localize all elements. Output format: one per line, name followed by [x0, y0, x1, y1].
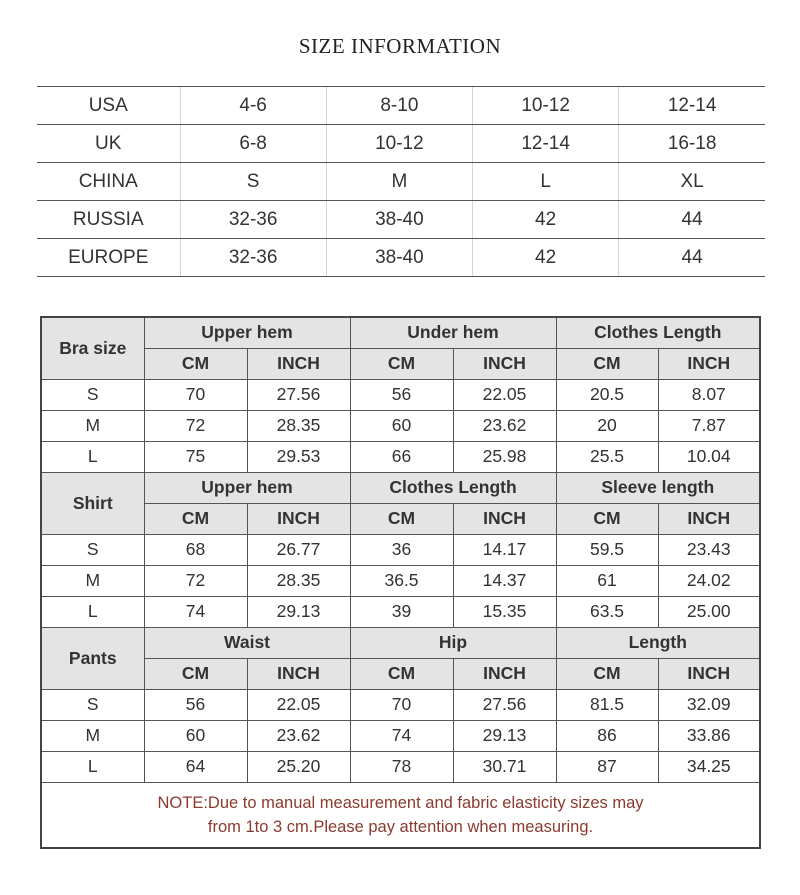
category-label: Pants [41, 627, 144, 689]
unit-cm-header: CM [350, 348, 453, 379]
value-cell: 14.17 [453, 534, 556, 565]
size-conversion-table [37, 86, 765, 277]
value-cell: 28.35 [247, 565, 350, 596]
size-cell: 42 [473, 239, 619, 277]
size-label: S [41, 379, 144, 410]
unit-inch-header: INCH [453, 348, 556, 379]
value-cell: 78 [350, 751, 453, 782]
value-cell: 59.5 [556, 534, 658, 565]
value-cell: 60 [144, 720, 247, 751]
region-label: RUSSIA [37, 201, 180, 239]
table-row [41, 410, 760, 441]
value-cell: 15.35 [453, 596, 556, 627]
value-cell: 26.77 [247, 534, 350, 565]
measure-group-header: Sleeve length [556, 472, 760, 503]
value-cell: 7.87 [658, 410, 760, 441]
value-cell: 22.05 [453, 379, 556, 410]
unit-cm-header: CM [556, 348, 658, 379]
region-label: CHINA [37, 163, 180, 201]
measure-group-header: Clothes Length [556, 317, 760, 348]
size-cell: 12-14 [619, 87, 765, 125]
value-cell: 33.86 [658, 720, 760, 751]
unit-inch-header: INCH [247, 658, 350, 689]
value-cell: 39 [350, 596, 453, 627]
size-label: L [41, 596, 144, 627]
table-row [41, 689, 760, 720]
size-label: S [41, 534, 144, 565]
value-cell: 70 [350, 689, 453, 720]
size-cell: 10-12 [326, 125, 472, 163]
size-cell: L [473, 163, 619, 201]
table-row [41, 534, 760, 565]
region-label: USA [37, 87, 180, 125]
size-cell: 44 [619, 201, 765, 239]
value-cell: 29.53 [247, 441, 350, 472]
category-label: Bra size [41, 317, 144, 379]
size-cell: 44 [619, 239, 765, 277]
unit-inch-header: INCH [658, 658, 760, 689]
size-cell: S [180, 163, 326, 201]
value-cell: 72 [144, 565, 247, 596]
value-cell: 74 [350, 720, 453, 751]
value-cell: 30.71 [453, 751, 556, 782]
unit-inch-header: INCH [658, 348, 760, 379]
measure-group-header: Waist [144, 627, 350, 658]
category-label: Shirt [41, 472, 144, 534]
unit-inch-header: INCH [453, 658, 556, 689]
value-cell: 61 [556, 565, 658, 596]
value-cell: 36 [350, 534, 453, 565]
note-row [41, 782, 760, 848]
measure-group-header: Length [556, 627, 760, 658]
value-cell: 25.20 [247, 751, 350, 782]
value-cell: 27.56 [453, 689, 556, 720]
value-cell: 23.62 [453, 410, 556, 441]
table-row [41, 720, 760, 751]
size-cell: 10-12 [473, 87, 619, 125]
size-cell: M [326, 163, 472, 201]
region-label: EUROPE [37, 239, 180, 277]
size-cell: 32-36 [180, 239, 326, 277]
size-cell: 16-18 [619, 125, 765, 163]
value-cell: 64 [144, 751, 247, 782]
value-cell: 70 [144, 379, 247, 410]
table-row [41, 596, 760, 627]
table-row [41, 565, 760, 596]
value-cell: 23.62 [247, 720, 350, 751]
value-cell: 56 [144, 689, 247, 720]
page-title: SIZE INFORMATION [298, 34, 502, 58]
region-label: UK [37, 125, 180, 163]
unit-cm-header: CM [144, 503, 247, 534]
size-label: M [41, 720, 144, 751]
unit-cm-header: CM [350, 503, 453, 534]
size-cell: 38-40 [326, 201, 472, 239]
unit-header-row [41, 503, 760, 534]
value-cell: 32.09 [658, 689, 760, 720]
size-cell: XL [619, 163, 765, 201]
group-header-row [41, 317, 760, 348]
measurement-table [40, 316, 761, 849]
size-cell: 12-14 [473, 125, 619, 163]
measurement-note: NOTE:Due to manual measurement and fabric elasticity sizes may from 1to 3 cm.Please pay attention when measuring. [41, 782, 760, 848]
size-cell: 32-36 [180, 201, 326, 239]
size-cell: 6-8 [180, 125, 326, 163]
unit-header-row [41, 348, 760, 379]
value-cell: 25.5 [556, 441, 658, 472]
measure-group-header: Under hem [350, 317, 556, 348]
value-cell: 60 [350, 410, 453, 441]
table-row [41, 379, 760, 410]
measure-group-header: Upper hem [144, 472, 350, 503]
unit-inch-header: INCH [658, 503, 760, 534]
size-label: S [41, 689, 144, 720]
size-label: L [41, 441, 144, 472]
value-cell: 81.5 [556, 689, 658, 720]
value-cell: 25.00 [658, 596, 760, 627]
value-cell: 86 [556, 720, 658, 751]
unit-inch-header: INCH [247, 348, 350, 379]
value-cell: 23.43 [658, 534, 760, 565]
unit-header-row [41, 658, 760, 689]
unit-inch-header: INCH [247, 503, 350, 534]
table-row [41, 751, 760, 782]
value-cell: 66 [350, 441, 453, 472]
value-cell: 63.5 [556, 596, 658, 627]
value-cell: 34.25 [658, 751, 760, 782]
unit-cm-header: CM [556, 503, 658, 534]
conversion-row [37, 163, 765, 201]
size-cell: 42 [473, 201, 619, 239]
conversion-row [37, 125, 765, 163]
unit-cm-header: CM [556, 658, 658, 689]
value-cell: 8.07 [658, 379, 760, 410]
value-cell: 27.56 [247, 379, 350, 410]
table-row [41, 441, 760, 472]
size-label: L [41, 751, 144, 782]
value-cell: 87 [556, 751, 658, 782]
value-cell: 72 [144, 410, 247, 441]
group-header-row [41, 627, 760, 658]
size-cell: 4-6 [180, 87, 326, 125]
measure-group-header: Hip [350, 627, 556, 658]
value-cell: 24.02 [658, 565, 760, 596]
value-cell: 56 [350, 379, 453, 410]
unit-cm-header: CM [144, 658, 247, 689]
size-label: M [41, 410, 144, 441]
conversion-row [37, 239, 765, 277]
group-header-row [41, 472, 760, 503]
value-cell: 29.13 [247, 596, 350, 627]
unit-inch-header: INCH [453, 503, 556, 534]
value-cell: 36.5 [350, 565, 453, 596]
value-cell: 20.5 [556, 379, 658, 410]
value-cell: 20 [556, 410, 658, 441]
unit-cm-header: CM [144, 348, 247, 379]
value-cell: 74 [144, 596, 247, 627]
conversion-row [37, 201, 765, 239]
measure-group-header: Clothes Length [350, 472, 556, 503]
value-cell: 75 [144, 441, 247, 472]
size-cell: 8-10 [326, 87, 472, 125]
value-cell: 22.05 [247, 689, 350, 720]
value-cell: 10.04 [658, 441, 760, 472]
value-cell: 28.35 [247, 410, 350, 441]
size-label: M [41, 565, 144, 596]
value-cell: 68 [144, 534, 247, 565]
value-cell: 14.37 [453, 565, 556, 596]
value-cell: 25.98 [453, 441, 556, 472]
unit-cm-header: CM [350, 658, 453, 689]
value-cell: 29.13 [453, 720, 556, 751]
size-cell: 38-40 [326, 239, 472, 277]
measure-group-header: Upper hem [144, 317, 350, 348]
conversion-row [37, 87, 765, 125]
